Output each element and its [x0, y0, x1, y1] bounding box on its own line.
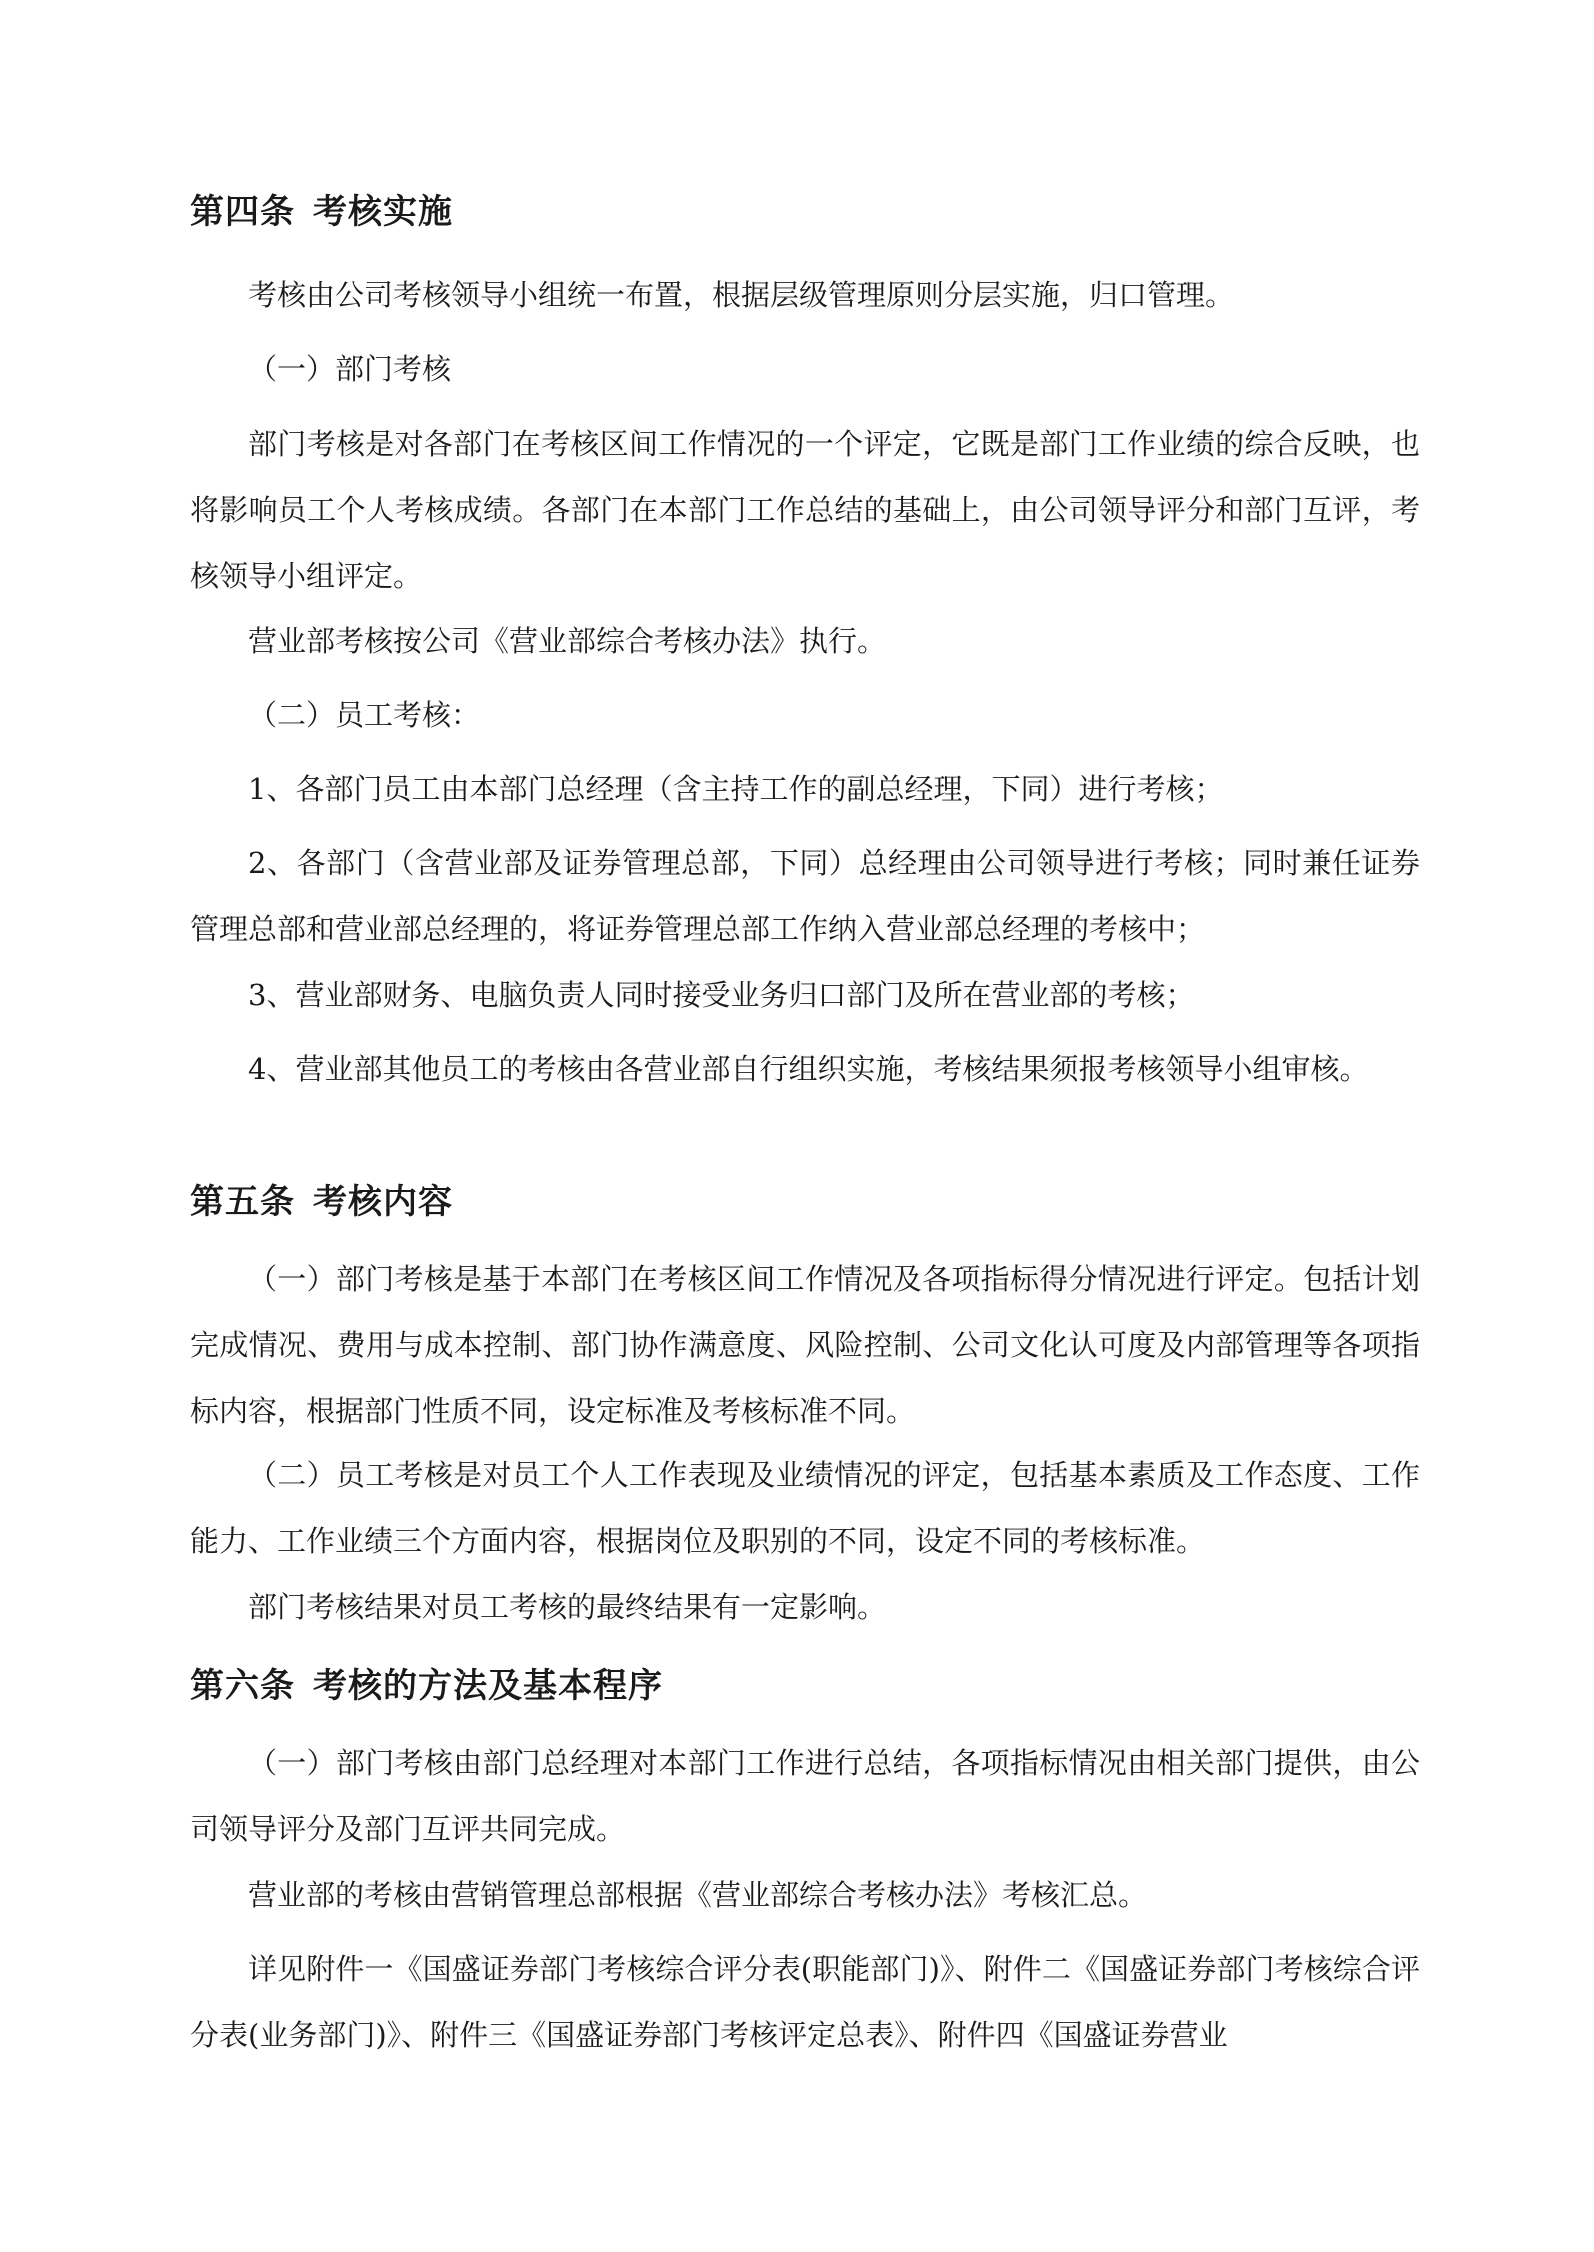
section-5-paragraph-2: （二）员工考核是对员工个人工作表现及业绩情况的评定，包括基本素质及工作态度、工作能力、工作业绩三个方面内容，根据岗位及职别的不同，设定不同的考核标准。 — [190, 1458, 1420, 1558]
section-4-heading: 考核实施 — [313, 192, 453, 232]
section-4-title — [190, 190, 1420, 234]
section-4-subheading-2: （二）员工考核： — [248, 698, 481, 732]
section-6-title — [190, 1664, 1420, 1708]
section-5-heading: 考核内容 — [313, 1182, 453, 1222]
section-5-number: 第五条 — [190, 1182, 295, 1222]
section-5-paragraph-1: （一）部门考核是基于本部门在考核区间工作情况及各项指标得分情况进行评定。包括计划完成情况、费用与成本控制、部门协作满意度、风险控制、公司文化认可度及内部管理等各项指标内容，根据部门性质不同，设定标准及考核标准不同。 — [190, 1262, 1420, 1428]
section-4-item-2: 2、各部门（含营业部及证券管理总部，下同）总经理由公司领导进行考核；同时兼任证券管理总部和营业部总经理的，将证券管理总部工作纳入营业部总经理的考核中； — [190, 846, 1420, 946]
section-6-paragraph-3: 详见附件一《国盛证券部门考核综合评分表(职能部门)》、附件二《国盛证券部门考核综合评分表(业务部门)》、附件三《国盛证券部门考核评定总表》、附件四《国盛证券营业 — [190, 1952, 1420, 2052]
section-4-paragraph-2: 部门考核是对各部门在考核区间工作情况的一个评定，它既是部门工作业绩的综合反映，也将影响员工个人考核成绩。各部门在本部门工作总结的基础上，由公司领导评分和部门互评，考核领导小组评定。 — [190, 427, 1420, 593]
section-4-paragraph-1: 考核由公司考核领导小组统一布置，根据层级管理原则分层实施，归口管理。 — [248, 278, 1235, 312]
section-4-subheading-1: （一）部门考核 — [248, 352, 452, 386]
section-4-number: 第四条 — [190, 192, 295, 232]
section-6-heading: 考核的方法及基本程序 — [313, 1666, 663, 1706]
section-4-item-1: 1、各部门员工由本部门总经理（含主持工作的副总经理，下同）进行考核； — [248, 772, 1224, 806]
section-6-number: 第六条 — [190, 1666, 295, 1706]
section-5-title — [190, 1180, 1420, 1224]
section-5-paragraph-3: 部门考核结果对员工考核的最终结果有一定影响。 — [248, 1590, 887, 1624]
section-4-item-3: 3、营业部财务、电脑负责人同时接受业务归口部门及所在营业部的考核； — [248, 978, 1195, 1012]
section-4-item-4: 4、营业部其他员工的考核由各营业部自行组织实施，考核结果须报考核领导小组审核。 — [248, 1052, 1369, 1086]
section-4-paragraph-3: 营业部考核按公司《营业部综合考核办法》执行。 — [248, 624, 887, 658]
section-6-paragraph-2: 营业部的考核由营销管理总部根据《营业部综合考核办法》考核汇总。 — [248, 1878, 1148, 1912]
section-6-paragraph-1: （一）部门考核由部门总经理对本部门工作进行总结，各项指标情况由相关部门提供，由公司领导评分及部门互评共同完成。 — [190, 1746, 1420, 1846]
